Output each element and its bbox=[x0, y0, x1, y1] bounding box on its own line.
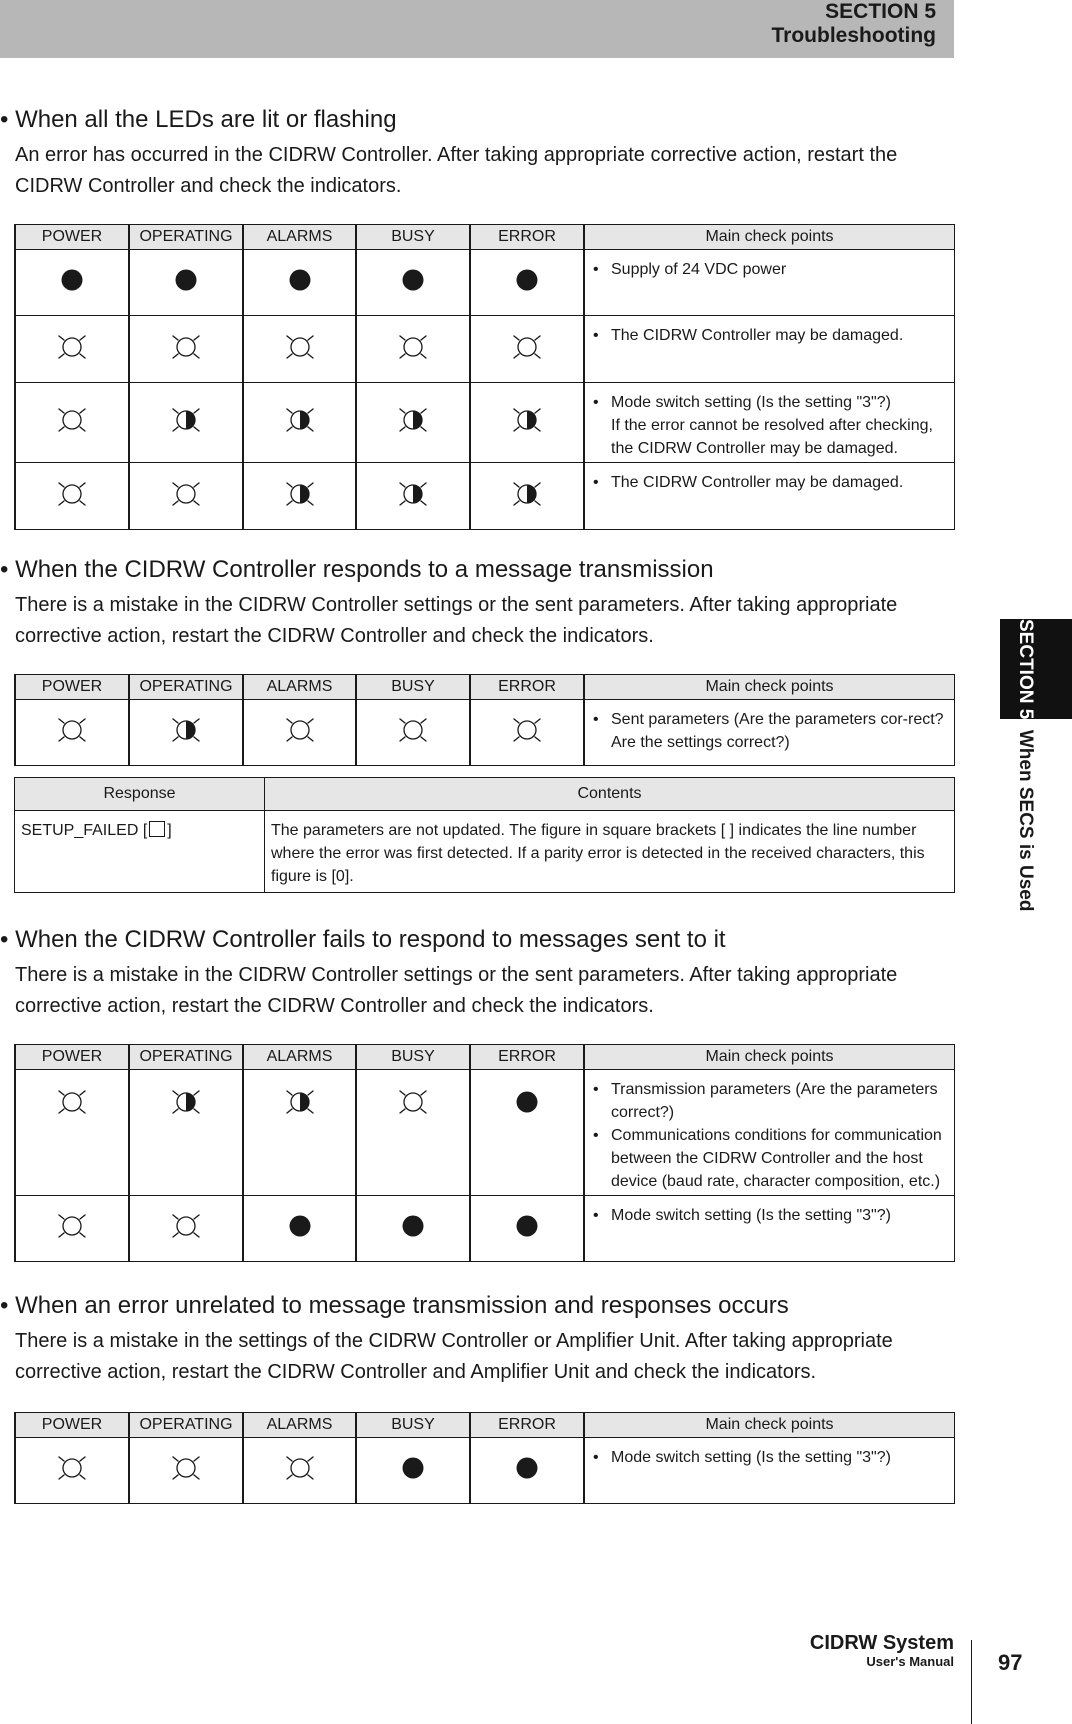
led-unlit-icon bbox=[389, 1448, 437, 1488]
bullet-icon: • bbox=[593, 394, 599, 411]
led-flashing-icon bbox=[503, 474, 551, 514]
check-point: • Mode switch setting (Is the setting "3"?) bbox=[591, 1204, 948, 1227]
header-bar bbox=[0, 0, 954, 58]
check-points bbox=[584, 250, 955, 316]
check-point: • Transmission parameters (Are the parameters correct?) bbox=[591, 1078, 948, 1124]
side-tab-section: SECTION 5 bbox=[1015, 619, 1036, 720]
led-status-cell bbox=[356, 1438, 470, 1504]
led-lit-icon bbox=[162, 327, 210, 367]
led-unlit-icon bbox=[276, 1206, 324, 1246]
col-header-power: POWER bbox=[15, 1413, 129, 1438]
led-status-cell bbox=[129, 316, 243, 383]
table-row bbox=[15, 316, 955, 383]
bullet-icon: • bbox=[593, 1127, 599, 1144]
led-status-cell bbox=[243, 250, 356, 316]
col-header-busy: BUSY bbox=[356, 225, 470, 250]
col-header-busy: BUSY bbox=[356, 675, 470, 700]
bullet-icon: • bbox=[593, 327, 599, 344]
led-status-cell bbox=[129, 700, 243, 766]
led-status-cell bbox=[356, 1196, 470, 1262]
led-lit-icon bbox=[48, 1448, 96, 1488]
col-header-main-check-points: Main check points bbox=[584, 1413, 955, 1438]
led-status-cell bbox=[129, 383, 243, 463]
led-flashing-icon bbox=[162, 400, 210, 440]
led-flashing-icon bbox=[389, 400, 437, 440]
led-status-cell bbox=[129, 1070, 243, 1196]
section-heading: • When the CIDRW Controller responds to a message transmission bbox=[0, 556, 714, 583]
led-status-cell bbox=[243, 700, 356, 766]
led-lit-icon bbox=[389, 710, 437, 750]
col-header-main-check-points: Main check points bbox=[584, 675, 955, 700]
led-status-cell bbox=[243, 316, 356, 383]
led-unlit-icon bbox=[503, 1082, 551, 1122]
header-section: SECTION 5 bbox=[825, 0, 936, 23]
footer-manual: User's Manual bbox=[866, 1654, 954, 1669]
led-status-cell bbox=[243, 1070, 356, 1196]
led-status-cell bbox=[243, 1438, 356, 1504]
table-row bbox=[15, 700, 955, 766]
led-status-cell bbox=[129, 1438, 243, 1504]
led-unlit-icon bbox=[389, 260, 437, 300]
bullet-icon: • bbox=[593, 1449, 599, 1466]
led-lit-icon bbox=[276, 1448, 324, 1488]
footer-divider bbox=[971, 1640, 972, 1724]
led-flashing-icon bbox=[503, 400, 551, 440]
col-header-main-check-points: Main check points bbox=[584, 1045, 955, 1070]
led-status-cell bbox=[15, 383, 129, 463]
col-header-alarms: ALARMS bbox=[243, 1413, 356, 1438]
section-description: There is a mistake in the CIDRW Controller settings or the sent parameters. After taking appropriate corrective action, restart the CIDRW Controller and check the indicators. bbox=[15, 594, 898, 647]
led-status-cell bbox=[470, 1196, 584, 1262]
led-lit-icon bbox=[48, 400, 96, 440]
led-lit-icon bbox=[48, 327, 96, 367]
square-box-icon bbox=[149, 821, 165, 837]
check-points bbox=[584, 316, 955, 383]
col-header-operating: OPERATING bbox=[129, 1413, 243, 1438]
led-unlit-icon bbox=[503, 1206, 551, 1246]
table-row bbox=[15, 1196, 955, 1262]
col-header-power: POWER bbox=[15, 675, 129, 700]
check-point: • The CIDRW Controller may be damaged. bbox=[591, 471, 948, 494]
header-text bbox=[772, 0, 936, 48]
col-header-error: ERROR bbox=[470, 675, 584, 700]
col-header-busy: BUSY bbox=[356, 1413, 470, 1438]
check-points bbox=[584, 1070, 955, 1196]
section-description: There is a mistake in the settings of the CIDRW Controller or Amplifier Unit. After taking appropriate corrective action, restart the CIDRW Controller and Amplifier Unit and check the indicators. bbox=[15, 1330, 893, 1383]
section-description: An error has occurred in the CIDRW Controller. After taking appropriate corrective action, restart the CIDRW Controller and check the indicators. bbox=[15, 144, 898, 197]
led-status-cell bbox=[243, 463, 356, 530]
table-row bbox=[15, 383, 955, 463]
bullet-icon: • bbox=[593, 711, 599, 728]
col-header-operating: OPERATING bbox=[129, 675, 243, 700]
section-heading: • When an error unrelated to message transmission and responses occurs bbox=[0, 1292, 789, 1319]
check-point: • Sent parameters (Are the parameters cor-rect? Are the settings correct?) bbox=[591, 708, 948, 754]
response-header: Response bbox=[15, 778, 265, 811]
check-points bbox=[584, 1196, 955, 1262]
check-points bbox=[584, 383, 955, 463]
col-header-alarms: ALARMS bbox=[243, 675, 356, 700]
footer-title bbox=[810, 1632, 954, 1670]
led-status-cell bbox=[15, 1438, 129, 1504]
led-lit-icon bbox=[48, 1082, 96, 1122]
bullet-icon: • bbox=[593, 261, 599, 278]
footer-product: CIDRW System bbox=[809, 1632, 954, 1654]
led-lit-icon bbox=[276, 710, 324, 750]
col-header-power: POWER bbox=[15, 225, 129, 250]
led-status-cell bbox=[243, 1196, 356, 1262]
check-point: • Mode switch setting (Is the setting "3"?) If the error cannot be resolved after checking, the CIDRW Controller may be damaged. bbox=[591, 391, 948, 460]
led-flashing-icon bbox=[276, 474, 324, 514]
led-status-cell bbox=[15, 316, 129, 383]
led-lit-icon bbox=[162, 1448, 210, 1488]
table-row bbox=[15, 463, 955, 530]
check-point: • Communications conditions for communication between the CIDRW Controller and the host device (baud rate, character composition, etc.) bbox=[591, 1124, 948, 1193]
col-header-main-check-points: Main check points bbox=[584, 225, 955, 250]
section-heading: • When all the LEDs are lit or flashing bbox=[0, 106, 397, 133]
led-unlit-icon bbox=[48, 260, 96, 300]
led-lit-icon bbox=[389, 327, 437, 367]
col-header-operating: OPERATING bbox=[129, 225, 243, 250]
col-header-error: ERROR bbox=[470, 1045, 584, 1070]
side-tab-title: When SECS is Used bbox=[1015, 729, 1036, 912]
page-number: 97 bbox=[998, 1650, 1023, 1675]
response-table bbox=[14, 777, 955, 893]
led-status-cell bbox=[470, 1070, 584, 1196]
col-header-alarms: ALARMS bbox=[243, 225, 356, 250]
led-lit-icon bbox=[389, 1082, 437, 1122]
led-flashing-icon bbox=[389, 474, 437, 514]
led-unlit-icon bbox=[503, 1448, 551, 1488]
led-lit-icon bbox=[48, 710, 96, 750]
led-status-cell bbox=[470, 316, 584, 383]
side-tab-label bbox=[1005, 619, 1045, 959]
led-flashing-icon bbox=[162, 1082, 210, 1122]
table-row bbox=[15, 811, 955, 893]
led-table bbox=[14, 224, 955, 530]
led-status-cell bbox=[15, 463, 129, 530]
bullet-icon: • bbox=[593, 1207, 599, 1224]
section-heading: • When the CIDRW Controller fails to respond to messages sent to it bbox=[0, 926, 726, 953]
led-lit-icon bbox=[48, 1206, 96, 1246]
led-status-cell bbox=[356, 383, 470, 463]
check-point: • Mode switch setting (Is the setting "3"?) bbox=[591, 1446, 948, 1469]
col-header-operating: OPERATING bbox=[129, 1045, 243, 1070]
led-table bbox=[14, 1044, 955, 1262]
led-status-cell bbox=[15, 700, 129, 766]
led-lit-icon bbox=[503, 710, 551, 750]
led-status-cell bbox=[356, 250, 470, 316]
contents-header: Contents bbox=[265, 778, 955, 811]
led-status-cell bbox=[470, 1438, 584, 1504]
led-status-cell bbox=[470, 700, 584, 766]
led-lit-icon bbox=[162, 1206, 210, 1246]
led-status-cell bbox=[356, 316, 470, 383]
table-row bbox=[15, 1070, 955, 1196]
led-unlit-icon bbox=[276, 260, 324, 300]
led-status-cell bbox=[470, 383, 584, 463]
section-description: There is a mistake in the CIDRW Controller settings or the sent parameters. After taking appropriate corrective action, restart the CIDRW Controller and check the indicators. bbox=[15, 964, 898, 1017]
led-flashing-icon bbox=[276, 400, 324, 440]
led-status-cell bbox=[356, 463, 470, 530]
table-row bbox=[15, 250, 955, 316]
col-header-busy: BUSY bbox=[356, 1045, 470, 1070]
led-lit-icon bbox=[276, 327, 324, 367]
led-unlit-icon bbox=[503, 260, 551, 300]
led-status-cell bbox=[15, 1070, 129, 1196]
bullet-icon: • bbox=[593, 1081, 599, 1098]
led-table bbox=[14, 674, 955, 766]
col-header-alarms: ALARMS bbox=[243, 1045, 356, 1070]
led-table bbox=[14, 1412, 955, 1504]
led-status-cell bbox=[129, 1196, 243, 1262]
bullet-icon: • bbox=[593, 474, 599, 491]
led-status-cell bbox=[15, 1196, 129, 1262]
header-title: Troubleshooting bbox=[771, 24, 936, 47]
check-points bbox=[584, 1438, 955, 1504]
led-status-cell bbox=[470, 463, 584, 530]
check-point: • Supply of 24 VDC power bbox=[591, 258, 948, 281]
check-points bbox=[584, 463, 955, 530]
led-status-cell bbox=[356, 1070, 470, 1196]
led-lit-icon bbox=[162, 474, 210, 514]
led-flashing-icon bbox=[162, 710, 210, 750]
led-flashing-icon bbox=[276, 1082, 324, 1122]
led-status-cell bbox=[15, 250, 129, 316]
led-status-cell bbox=[129, 250, 243, 316]
check-points bbox=[584, 700, 955, 766]
led-lit-icon bbox=[48, 474, 96, 514]
col-header-power: POWER bbox=[15, 1045, 129, 1070]
response-cell: SETUP_FAILED [ ] bbox=[15, 811, 265, 893]
led-status-cell bbox=[356, 700, 470, 766]
led-status-cell bbox=[470, 250, 584, 316]
led-lit-icon bbox=[503, 327, 551, 367]
led-status-cell bbox=[243, 383, 356, 463]
led-status-cell bbox=[129, 463, 243, 530]
led-unlit-icon bbox=[389, 1206, 437, 1246]
table-row bbox=[15, 1438, 955, 1504]
check-point: • The CIDRW Controller may be damaged. bbox=[591, 324, 948, 347]
led-unlit-icon bbox=[162, 260, 210, 300]
contents-cell: The parameters are not updated. The figure in square brackets [ ] indicates the line number where the error was first detected. If a parity error is detected in the received characters, this figure is [0]. bbox=[265, 811, 955, 893]
col-header-error: ERROR bbox=[470, 1413, 584, 1438]
col-header-error: ERROR bbox=[470, 225, 584, 250]
